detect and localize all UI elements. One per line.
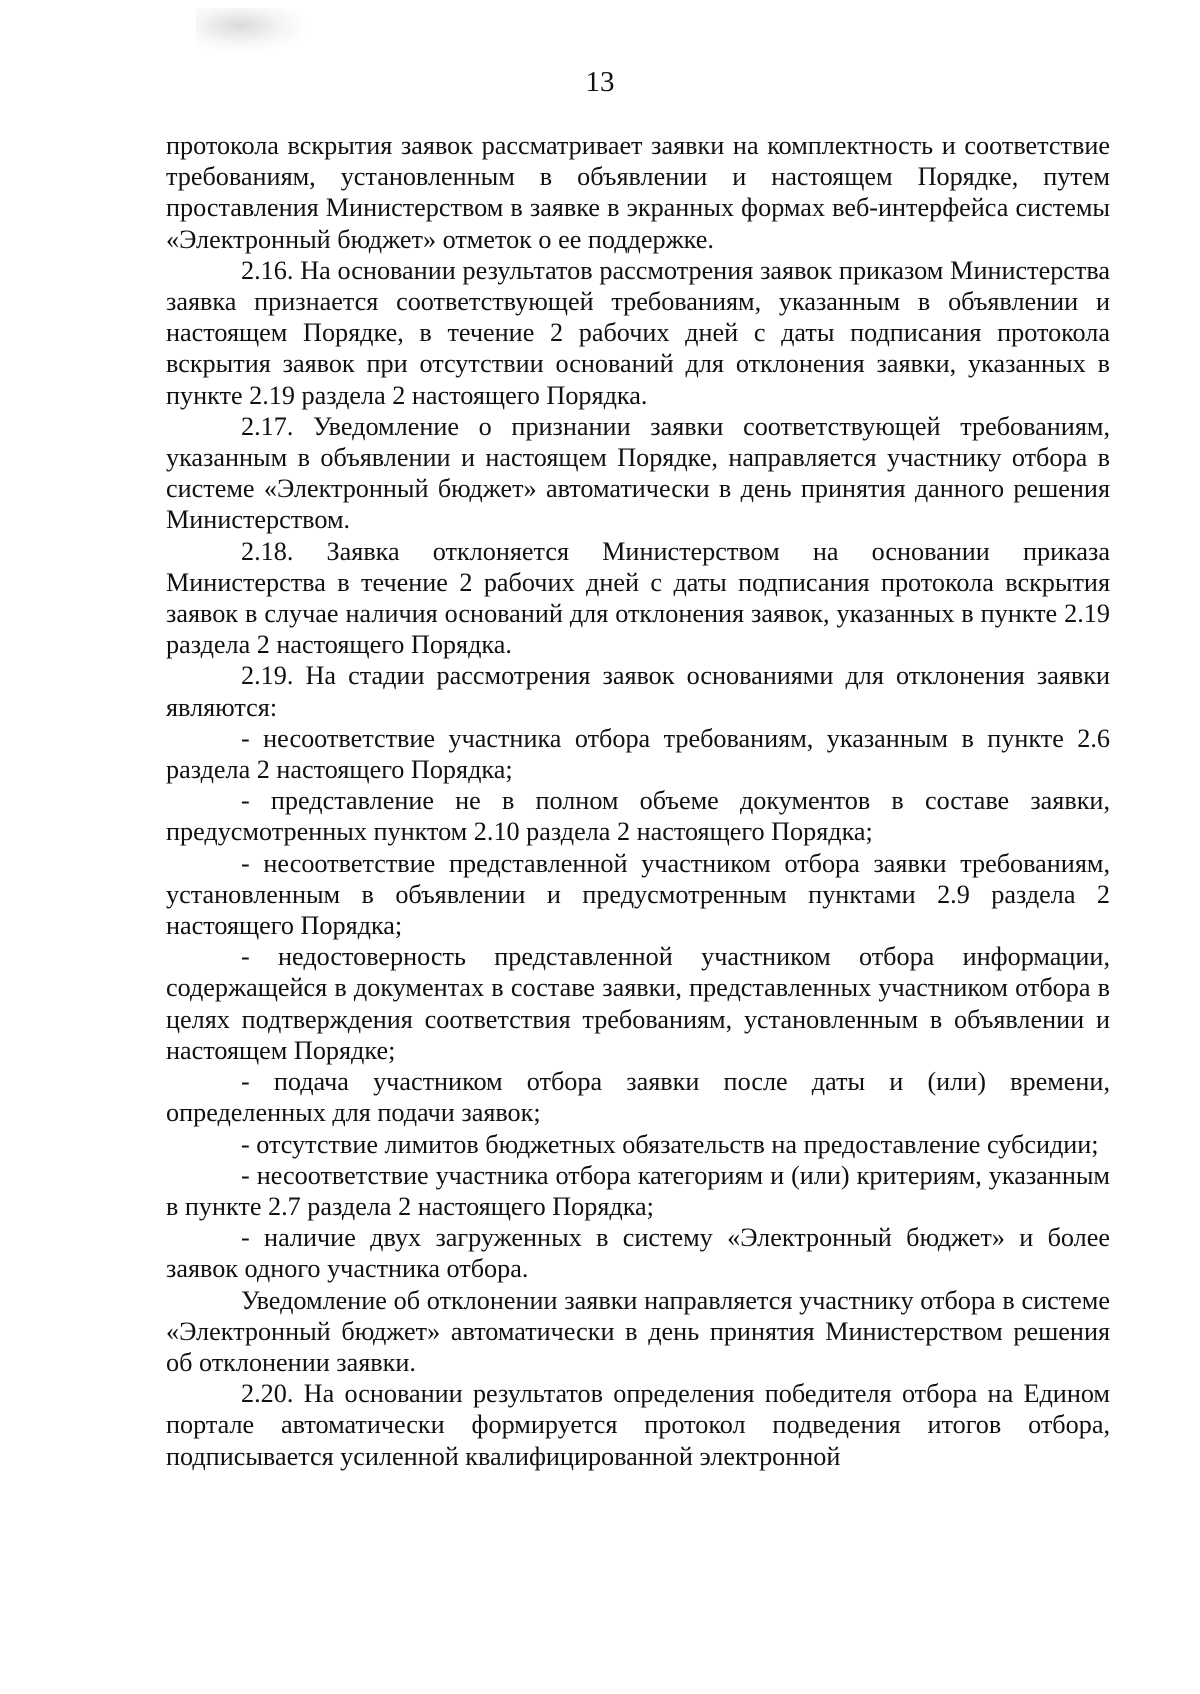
paragraph-2-20: 2.20. На основании результатов определения победителя отбора на Едином портале автоматически формируется протокол подведения итогов отбора, подписывается усиленной квалифицированной электронной <box>166 1379 1110 1471</box>
list-item-late-submission: - подача участником отбора заявки после даты и (или) времени, определенных для подачи заявок; <box>166 1067 1110 1128</box>
page-number: 13 <box>585 66 615 98</box>
list-item-no-budget-limits: - отсутствие лимитов бюджетных обязательств на предоставление субсидии; <box>241 1129 1099 1159</box>
paragraph-2-18: 2.18. Заявка отклоняется Министерством на основании приказа Министерства в течение 2 рабочих дней с даты подписания протокола вскрытия заявок в случае наличия оснований для отклонения заявок, указанных в пункте 2.19 раздела 2 настоящего Порядка. <box>166 536 1110 660</box>
list-item-participant-requirements: - несоответствие участника отбора требованиям, указанным в пункте 2.6 раздела 2 настоящего Порядка; <box>166 723 1110 785</box>
list-item-application-mismatch: - несоответствие представленной участником отбора заявки требованиям, установленным в объявлении и предусмотренным пунктами 2.9 раздела 2 настоящего Порядка; <box>166 848 1110 941</box>
paragraph-continuation: протокола вскрытия заявок рассматривает заявки на комплектность и соответствие требованиям, установленным в объявлении и настоящем Порядке, путем проставления Министерством в заявке в экранных формах веб-интерфейса системы «Электронный бюджет» отметок о ее поддержке. <box>166 131 1110 254</box>
scan-artifact <box>196 8 306 52</box>
paragraph-2-16: 2.16. На основании результатов рассмотрения заявок приказом Министерства заявка признается соответствующей требованиям, указанным в объявлении и настоящем Порядке, в течение 2 рабочих дней с даты подписания протокола вскрытия заявок при отсутствии оснований для отклонения заявки, указанных в пункте 2.19 раздела 2 настоящего Порядка. <box>166 255 1110 410</box>
paragraph-2-19: 2.19. На стадии рассмотрения заявок основаниями для отклонения заявки являются: <box>166 661 1110 722</box>
list-item-unreliable-information: - недостоверность представленной участником отбора информации, содержащейся в документах в составе заявки, представленных участником отбора в целях подтверждения соответствия требованиям, установленным в объявлении и настоящем Порядке; <box>166 942 1110 1065</box>
list-item-duplicate-applications: - наличие двух загруженных в систему «Электронный бюджет» и более заявок одного участника отбора. <box>166 1223 1110 1284</box>
list-item-incomplete-documents: - представление не в полном объеме документов в составе заявки, предусмотренных пунктом 2.10 раздела 2 настоящего Порядка; <box>166 786 1110 847</box>
document-body <box>166 130 1110 1472</box>
paragraph-2-17: 2.17. Уведомление о признании заявки соответствующей требованиям, указанным в объявлении и настоящем Порядке, направляется участнику отбора в системе «Электронный бюджет» автоматически в день принятия данного решения Министерством. <box>166 411 1110 535</box>
list-item-category-mismatch: - несоответствие участника отбора категориям и (или) критериям, указанным в пункте 2.7 раздела 2 настоящего Порядка; <box>166 1160 1110 1221</box>
paragraph-rejection-notice: Уведомление об отклонении заявки направляется участнику отбора в системе «Электронный бюджет» автоматически в день принятия Министерством решения об отклонении заявки. <box>166 1285 1110 1377</box>
